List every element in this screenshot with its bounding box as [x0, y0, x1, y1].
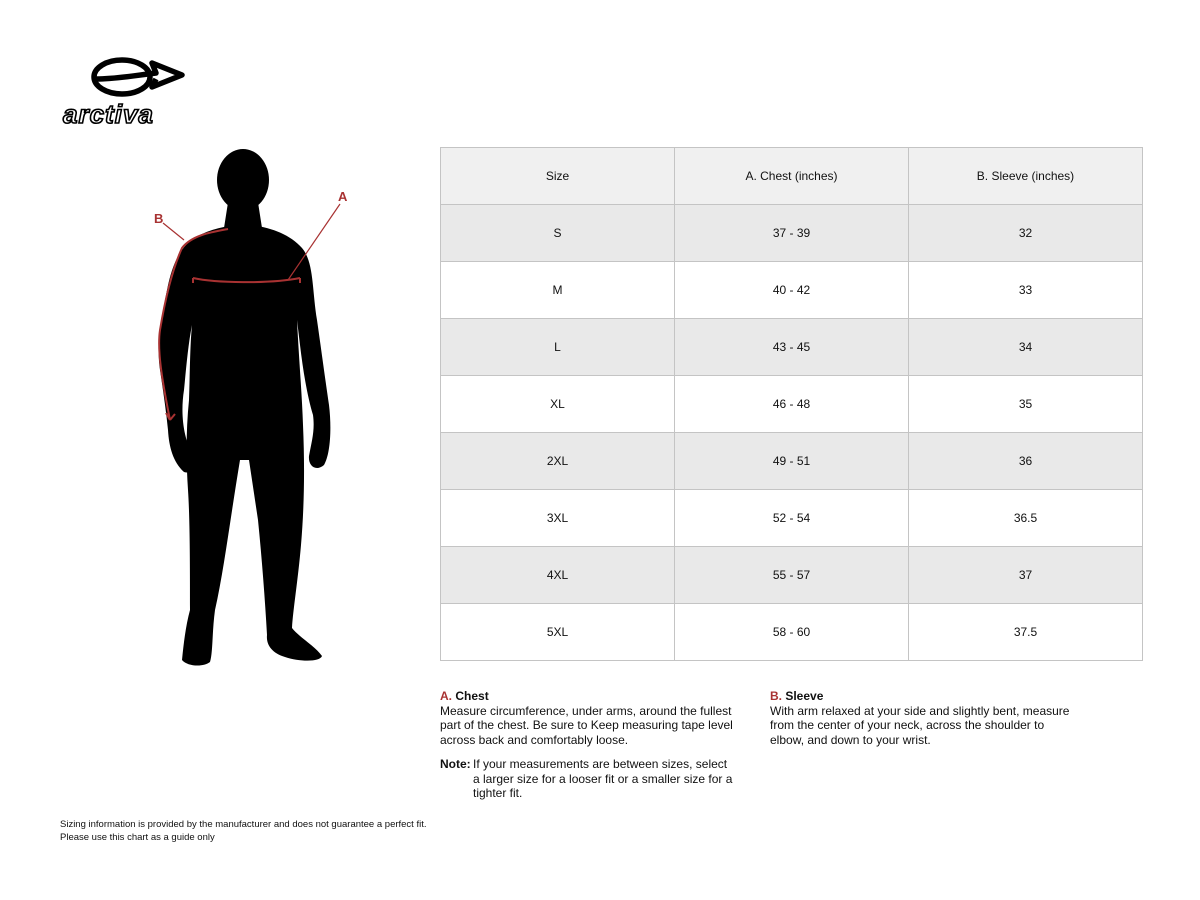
arctiva-logo [60, 55, 212, 130]
sleeve-cell: 37.5 [909, 604, 1143, 661]
sleeve-cell: 35 [909, 376, 1143, 433]
chest-cell: 37 - 39 [675, 205, 909, 262]
chest-text: Measure circumference, under arms, around the fullest part of the chest. Be sure to Keep measuring tape level across back and comfortably loose. [440, 703, 733, 747]
sleeve-cell: 32 [909, 205, 1143, 262]
label-a: A [338, 189, 348, 204]
table-row [441, 376, 1143, 433]
table-row [441, 205, 1143, 262]
chest-cell: 58 - 60 [675, 604, 909, 661]
note-label: Note: [440, 757, 471, 771]
chest-cell: 43 - 45 [675, 319, 909, 376]
table-row [441, 604, 1143, 661]
size-cell: 2XL [441, 433, 675, 490]
disclaimer-line-2: Please use this chart as a guide only [60, 831, 215, 843]
body-silhouette [140, 145, 380, 670]
table-row [441, 262, 1143, 319]
table-row [441, 433, 1143, 490]
table-header-row [441, 148, 1143, 205]
chest-letter: A. [440, 689, 452, 703]
chest-title: Chest [455, 689, 489, 703]
disclaimer-line-1: Sizing information is provided by the manufacturer and does not guarantee a perfect fit. [60, 819, 427, 830]
chest-cell: 52 - 54 [675, 490, 909, 547]
svg-text:arctiva: arctiva [63, 99, 154, 129]
sleeve-cell: 37 [909, 547, 1143, 604]
size-chart-table [440, 147, 1143, 661]
note-text: If your measurements are between sizes, select a larger size for a looser fit or a smaller size for a tighter fit. [473, 757, 733, 800]
table-row [441, 319, 1143, 376]
size-cell: 3XL [441, 490, 675, 547]
size-cell: 5XL [441, 604, 675, 661]
label-b: B [154, 211, 164, 226]
size-cell: L [441, 319, 675, 376]
sleeve-heading [770, 689, 1070, 704]
table-row [441, 547, 1143, 604]
header-size: Size [441, 148, 675, 205]
size-cell: S [441, 205, 675, 262]
size-cell: 4XL [441, 547, 675, 604]
size-cell: XL [441, 376, 675, 433]
chest-instructions [440, 689, 750, 747]
chest-cell: 55 - 57 [675, 547, 909, 604]
chest-cell: 46 - 48 [675, 376, 909, 433]
sleeve-cell: 33 [909, 262, 1143, 319]
sleeve-cell: 34 [909, 319, 1143, 376]
chest-cell: 40 - 42 [675, 262, 909, 319]
chest-cell: 49 - 51 [675, 433, 909, 490]
header-chest: A. Chest (inches) [675, 148, 909, 205]
sleeve-letter: B. [770, 689, 782, 703]
sleeve-cell: 36.5 [909, 490, 1143, 547]
chest-heading [440, 689, 750, 704]
sleeve-title: Sleeve [785, 689, 824, 703]
sleeve-cell: 36 [909, 433, 1143, 490]
table-row [441, 490, 1143, 547]
header-sleeve: B. Sleeve (inches) [909, 148, 1143, 205]
sleeve-instructions [770, 689, 1070, 747]
disclaimer [60, 819, 480, 844]
size-cell: M [441, 262, 675, 319]
sleeve-text: With arm relaxed at your side and slightly bent, measure from the center of your neck, across the shoulder to elbow, and down to your wrist. [770, 703, 1070, 747]
